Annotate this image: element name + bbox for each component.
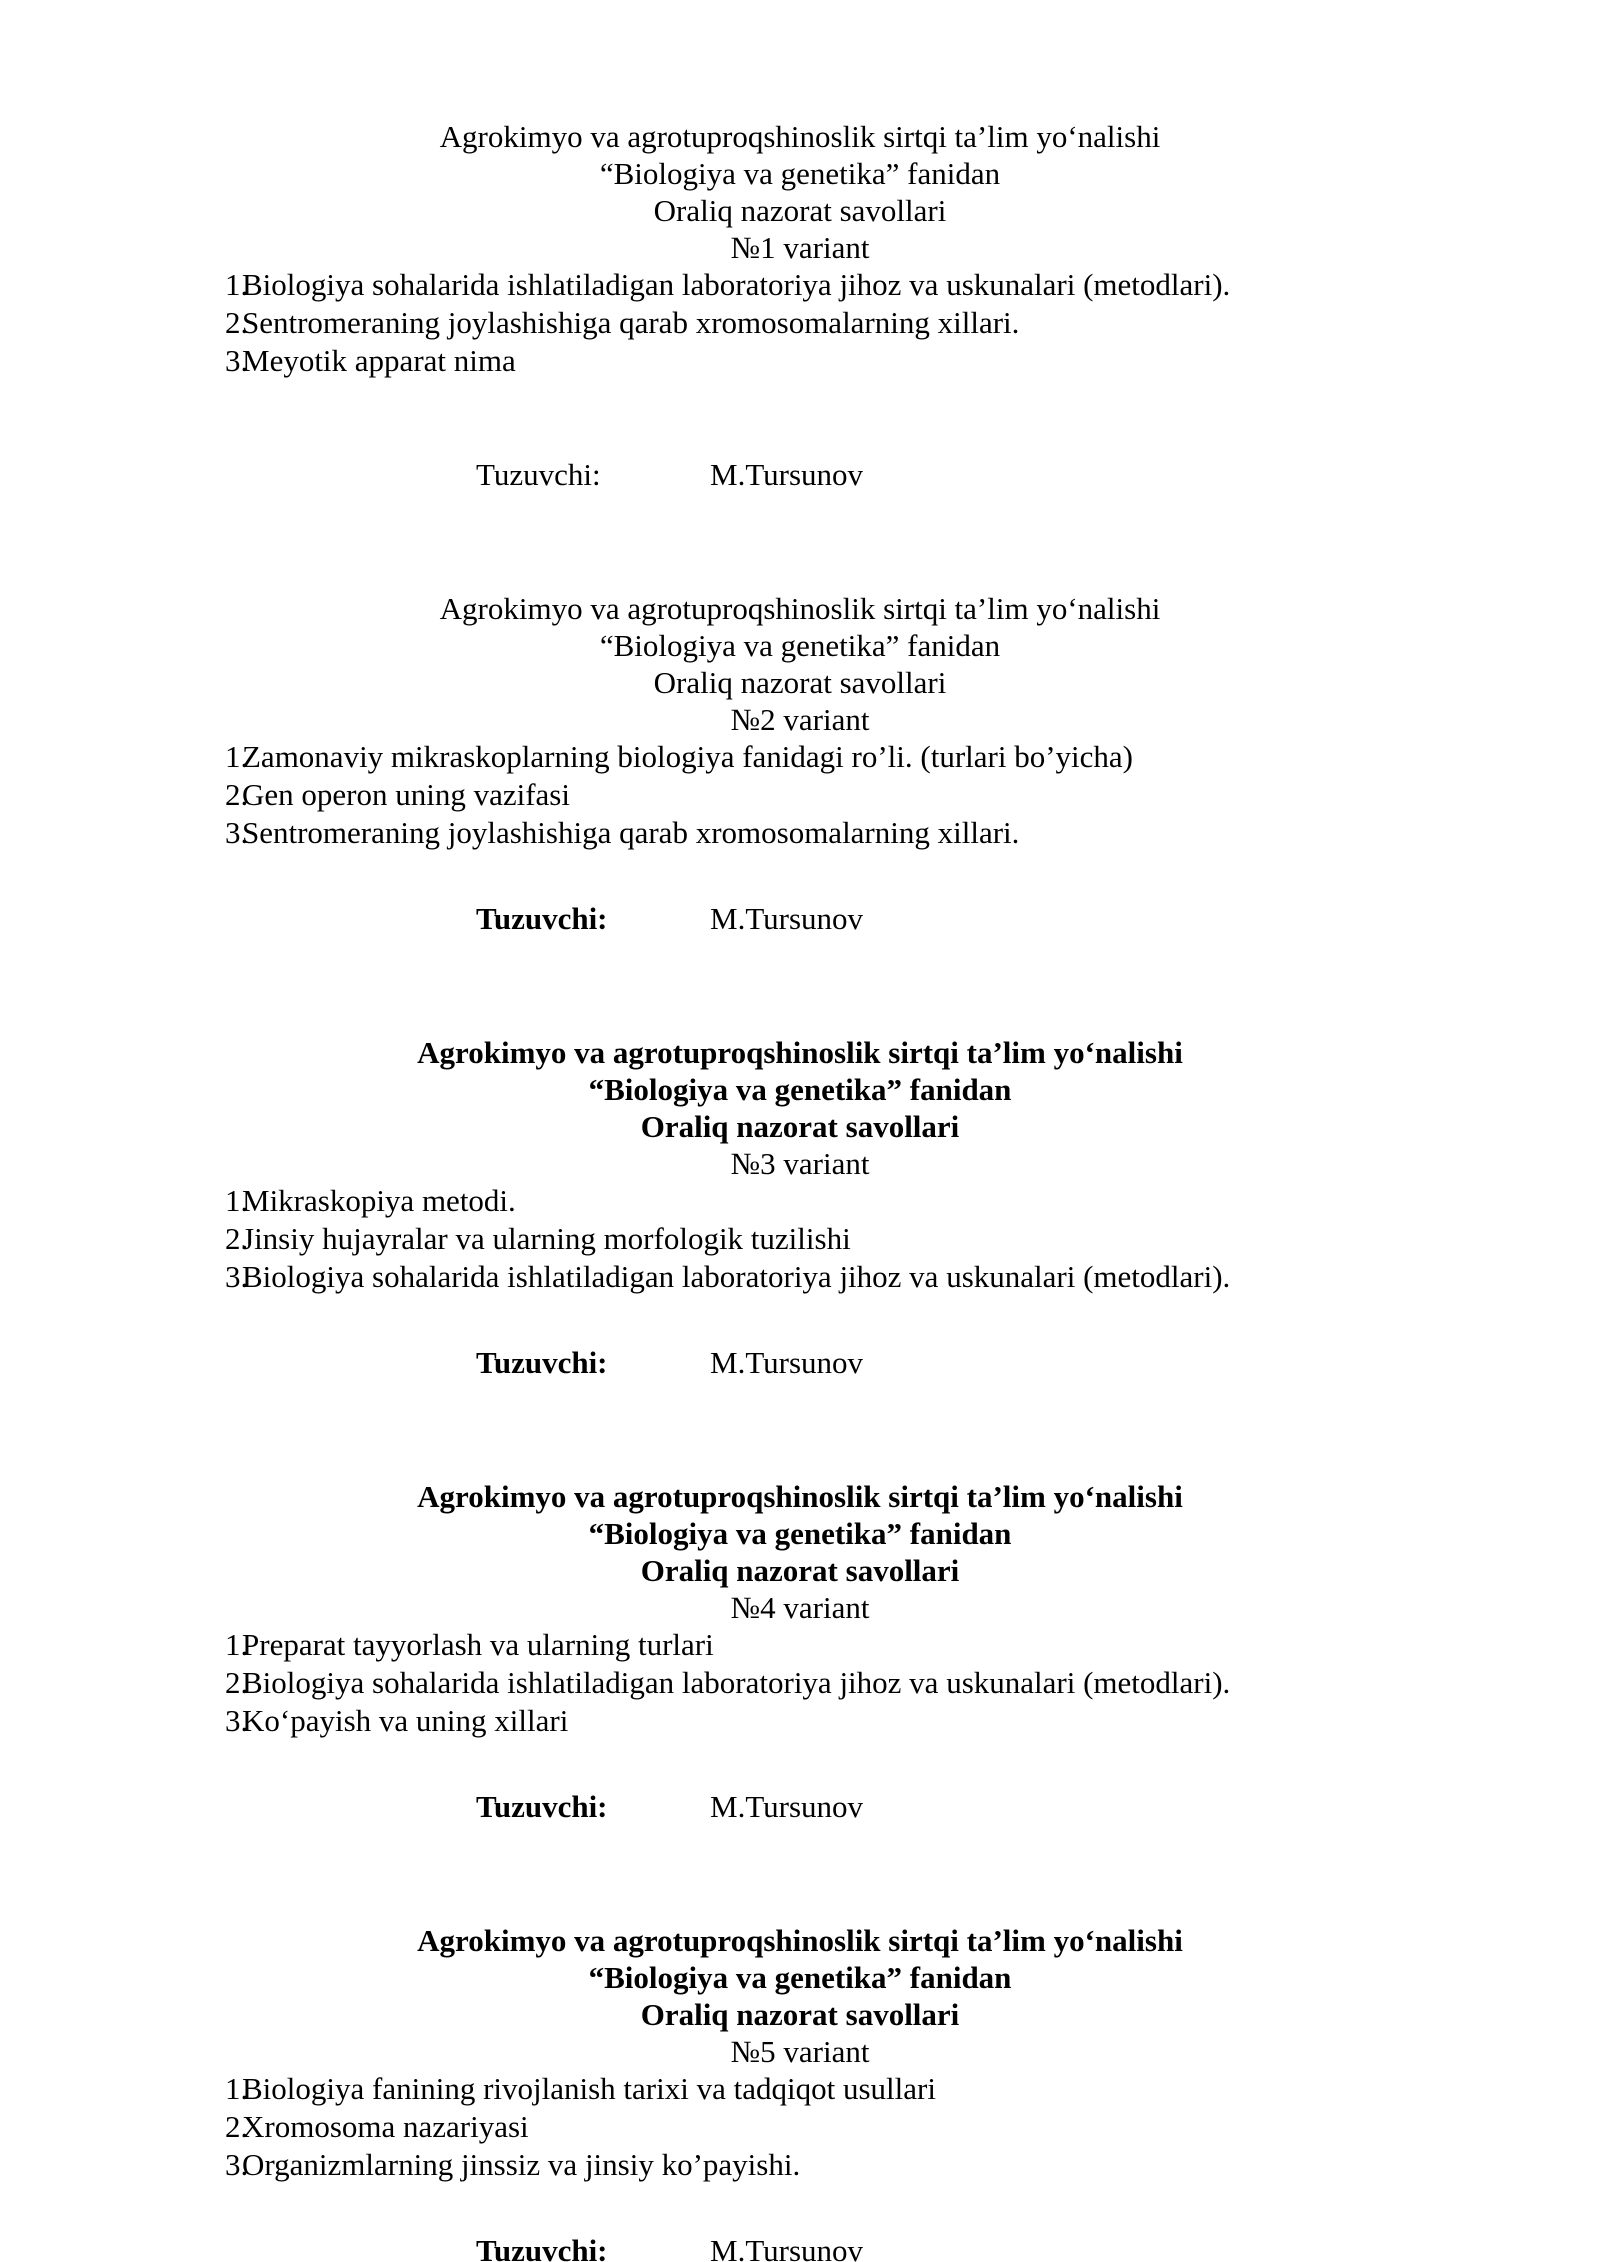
question-number: 2.: [225, 1221, 249, 1256]
signature-author-name: M.Tursunov: [710, 2233, 864, 2262]
list-item: [150, 266, 1450, 304]
question-text: Mikraskopiya metodi.: [242, 1183, 516, 1218]
question-text: Jinsiy hujayralar va ularning morfologik tuzilishi: [242, 1221, 851, 1256]
question-list-4: [150, 1626, 1450, 1740]
question-text: Xromosoma nazariyasi: [242, 2109, 529, 2144]
question-number: 2.: [225, 305, 249, 340]
signature-role-label: Tuzuvchi:: [476, 1345, 608, 1380]
question-number: 3.: [225, 815, 249, 850]
header-line-doctype: Oraliq nazorat savollari: [653, 665, 947, 700]
block-header-3: [150, 1034, 1450, 1182]
signature-author-name: M.Tursunov: [710, 1345, 864, 1380]
spacer: [150, 2184, 1450, 2232]
list-item: [150, 304, 1450, 342]
question-number: 1.: [225, 1627, 249, 1662]
question-list-2: [150, 738, 1450, 852]
header-line-program: Agrokimyo va agrotuproqshinoslik sirtqi ta’lim yo‘nalishi: [439, 591, 1161, 626]
list-item: [150, 342, 1450, 380]
variant-block-5: [150, 1922, 1450, 2262]
header-line-doctype: Oraliq nazorat savollari: [640, 1553, 960, 1588]
signature-line-4: [150, 1788, 1450, 1826]
question-number: 1.: [225, 2071, 249, 2106]
header-line-variant: №1 variant: [730, 230, 870, 265]
header-line-subject: “Biologiya va genetika” fanidan: [588, 1072, 1012, 1107]
spacer: [150, 938, 1450, 1034]
question-number: 3.: [225, 2147, 249, 2182]
list-item: [150, 1626, 1450, 1664]
spacer: [150, 1382, 1450, 1478]
header-line-subject: “Biologiya va genetika” fanidan: [588, 1960, 1012, 1995]
list-item: [150, 1220, 1450, 1258]
signature-line-2: [150, 900, 1450, 938]
header-line-subject: “Biologiya va genetika” fanidan: [599, 628, 1001, 663]
list-item: [150, 2146, 1450, 2184]
question-text: Organizmlarning jinssiz va jinsiy ko’payishi.: [242, 2147, 801, 2182]
question-number: 1.: [225, 267, 249, 302]
question-number: 2.: [225, 1665, 249, 1700]
list-item: [150, 2108, 1450, 2146]
header-line-program: Agrokimyo va agrotuproqshinoslik sirtqi ta’lim yo‘nalishi: [417, 1923, 1183, 1958]
variant-block-3: [150, 1034, 1450, 1382]
list-item: [150, 1702, 1450, 1740]
header-line-program: Agrokimyo va agrotuproqshinoslik sirtqi ta’lim yo‘nalishi: [417, 1035, 1183, 1070]
block-header-2: [150, 590, 1450, 738]
header-line-subject: “Biologiya va genetika” fanidan: [588, 1516, 1012, 1551]
signature-line-3: [150, 1344, 1450, 1382]
spacer: [150, 1296, 1450, 1344]
list-item: [150, 776, 1450, 814]
question-number: 3.: [225, 1259, 249, 1294]
signature-author-name: M.Tursunov: [710, 901, 864, 936]
variant-block-4: [150, 1478, 1450, 1826]
block-header-1: [150, 118, 1450, 266]
question-text: Ko‘payish va uning xillari: [242, 1703, 569, 1738]
list-item: [150, 738, 1450, 776]
header-line-doctype: Oraliq nazorat savollari: [653, 193, 947, 228]
spacer: [150, 380, 1450, 456]
spacer: [150, 494, 1450, 590]
question-text: Biologiya sohalarida ishlatiladigan laboratoriya jihoz va uskunalari (metodlari).: [242, 267, 1231, 302]
signature-role-label: Tuzuvchi:: [476, 457, 601, 492]
signature-author-name: M.Tursunov: [710, 457, 864, 492]
header-line-program: Agrokimyo va agrotuproqshinoslik sirtqi ta’lim yo‘nalishi: [439, 119, 1161, 154]
question-text: Gen operon uning vazifasi: [242, 777, 570, 812]
document-body: [150, 118, 1450, 2262]
question-number: 1.: [225, 1183, 249, 1218]
list-item: [150, 1182, 1450, 1220]
list-item: [150, 814, 1450, 852]
header-line-program: Agrokimyo va agrotuproqshinoslik sirtqi ta’lim yo‘nalishi: [417, 1479, 1183, 1514]
signature-line-1: [150, 456, 1450, 494]
question-list-1: [150, 266, 1450, 380]
question-text: Biologiya sohalarida ishlatiladigan laboratoriya jihoz va uskunalari (metodlari).: [242, 1259, 1231, 1294]
question-text: Sentromeraning joylashishiga qarab xromosomalarning xillari.: [242, 305, 1020, 340]
signature-role-label: Tuzuvchi:: [476, 901, 608, 936]
header-line-variant: №2 variant: [730, 702, 870, 737]
question-text: Zamonaviy mikraskoplarning biologiya fanidagi ro’li. (turlari bo’yicha): [242, 739, 1133, 774]
block-header-4: [150, 1478, 1450, 1626]
spacer: [150, 852, 1450, 900]
list-item: [150, 2070, 1450, 2108]
block-header-5: [150, 1922, 1450, 2070]
question-number: 2.: [225, 2109, 249, 2144]
question-number: 2.: [225, 777, 249, 812]
spacer: [150, 1740, 1450, 1788]
question-text: Preparat tayyorlash va ularning turlari: [242, 1627, 714, 1662]
header-line-variant: №4 variant: [730, 1590, 870, 1625]
variant-block-2: [150, 590, 1450, 938]
header-line-subject: “Biologiya va genetika” fanidan: [599, 156, 1001, 191]
header-line-variant: №5 variant: [730, 2034, 870, 2069]
signature-role-label: Tuzuvchi:: [476, 1789, 608, 1824]
question-number: 3.: [225, 343, 249, 378]
question-text: Meyotik apparat nima: [242, 343, 516, 378]
header-line-doctype: Oraliq nazorat savollari: [640, 1997, 960, 2032]
question-text: Biologiya sohalarida ishlatiladigan laboratoriya jihoz va uskunalari (metodlari).: [242, 1665, 1231, 1700]
spacer: [150, 1826, 1450, 1922]
header-line-variant: №3 variant: [730, 1146, 870, 1181]
question-list-3: [150, 1182, 1450, 1296]
list-item: [150, 1664, 1450, 1702]
list-item: [150, 1258, 1450, 1296]
question-number: 1.: [225, 739, 249, 774]
question-text: Biologiya fanining rivojlanish tarixi va tadqiqot usullari: [242, 2071, 936, 2106]
question-number: 3.: [225, 1703, 249, 1738]
signature-author-name: M.Tursunov: [710, 1789, 864, 1824]
question-list-5: [150, 2070, 1450, 2184]
signature-role-label: Tuzuvchi:: [476, 2233, 608, 2262]
question-text: Sentromeraning joylashishiga qarab xromosomalarning xillari.: [242, 815, 1020, 850]
signature-line-5: [150, 2232, 1450, 2262]
variant-block-1: [150, 118, 1450, 494]
header-line-doctype: Oraliq nazorat savollari: [640, 1109, 960, 1144]
